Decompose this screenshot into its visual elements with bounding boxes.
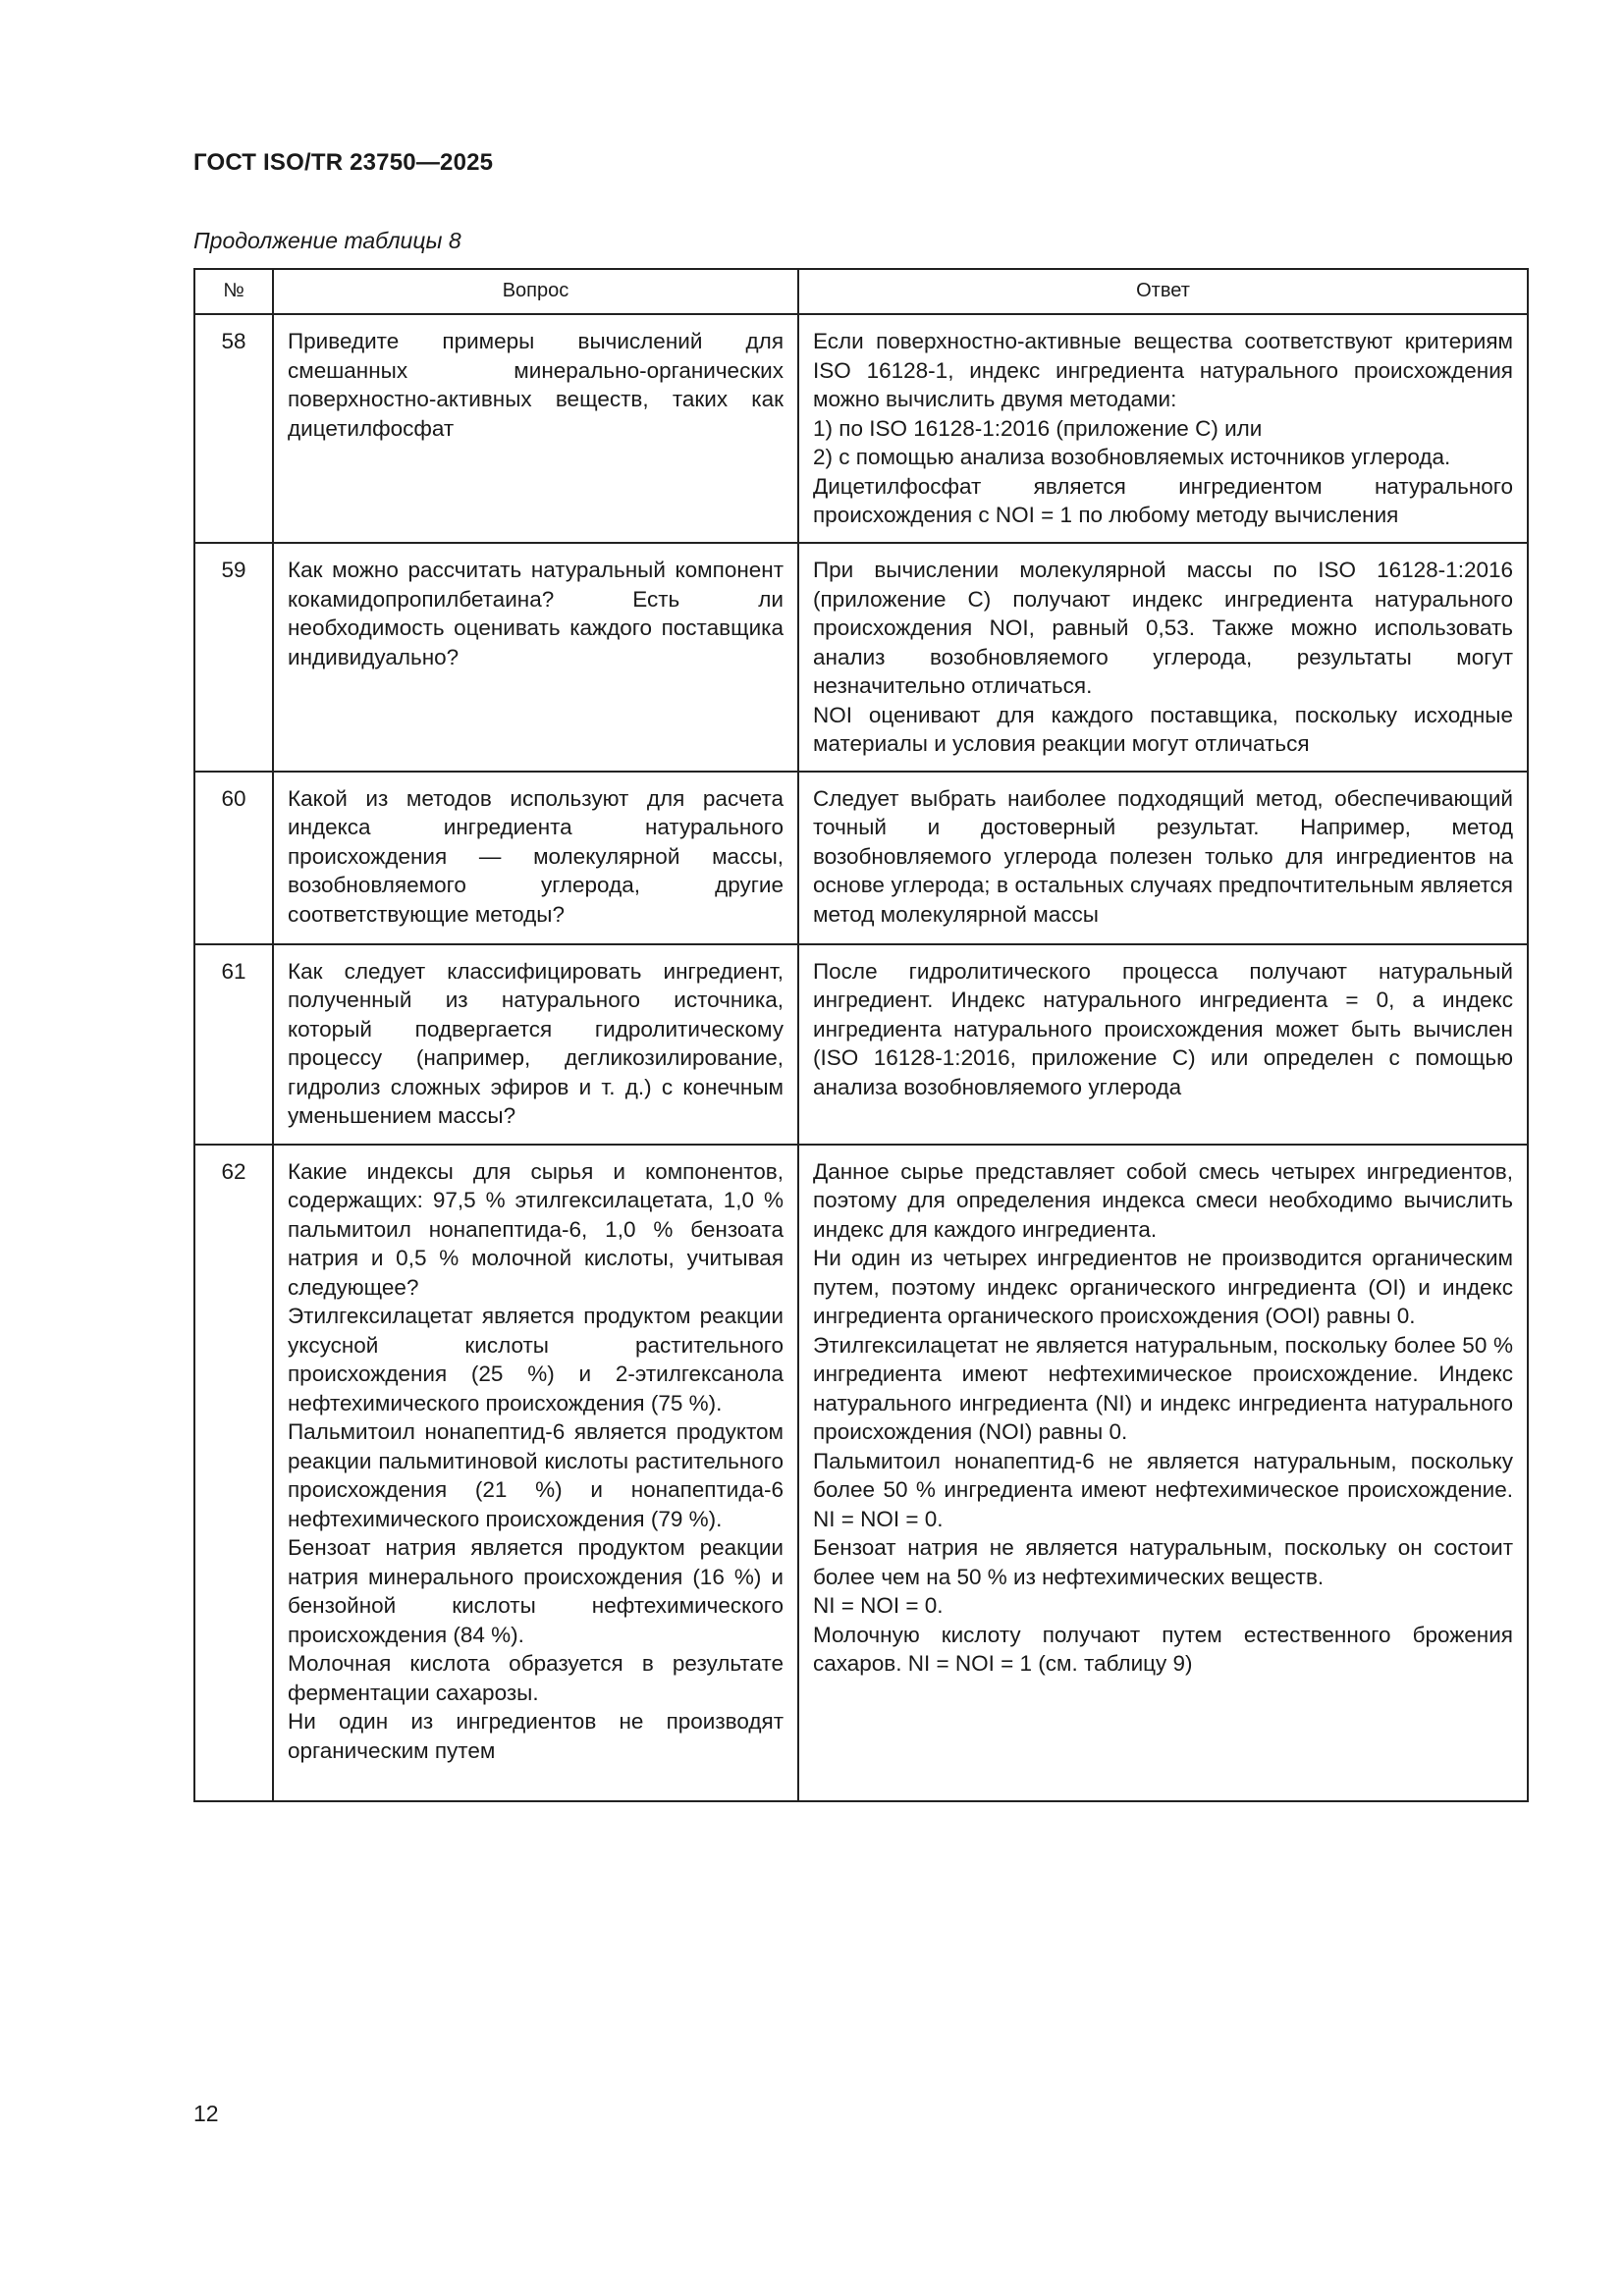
question-cell: Как можно рассчитать натуральный компонент кокамидопропилбетаина? Есть ли необходимость оценивать каждого поставщика индивидуально?	[273, 543, 798, 772]
row-number: 61	[194, 944, 273, 1145]
column-header-answer: Ответ	[798, 269, 1528, 314]
answer-cell: После гидролитического процесса получают натуральный ингредиент. Индекс натурального ингредиента = 0, а индекс ингредиента натурального происхождения может быть вычислен (ISO 16128-1:2016, приложение С) или определен с помощью анализа возобновляемого углерода	[798, 944, 1528, 1145]
answer-cell: Если поверхностно-активные вещества соответствуют критериям ISO 16128-1, индекс ингредиента натурального происхождения можно вычислить двумя методами: 1) по ISO 16128-1:2016 (приложение С) или 2) с помощью анализа возобновляемых источников углерода. Дицетилфосфат является ингредиентом натурального происхождения с NOI = 1 по любому методу вычисления	[798, 314, 1528, 543]
row-number: 60	[194, 772, 273, 944]
question-cell: Какой из методов используют для расчета индекса ингредиента натурального происхождения — молекулярной массы, возобновляемого углерода, другие соответствующие методы?	[273, 772, 798, 944]
table-row	[194, 944, 1528, 1145]
table-row	[194, 1145, 1528, 1801]
table-header-row	[194, 269, 1528, 314]
row-number: 58	[194, 314, 273, 543]
row-number: 62	[194, 1145, 273, 1801]
document-code: ГОСТ ISO/TR 23750—2025	[193, 149, 494, 176]
page-number: 12	[193, 2101, 219, 2126]
question-cell: Какие индексы для сырья и компонентов, содержащих: 97,5 % этилгексилацетата, 1,0 % пальмитоил нонапептида-6, 1,0 % бензоата натрия и 0,5 % молочной кислоты, учитывая следующее? Этилгексилацетат является продуктом реакции уксусной кислоты растительного происхождения (25 %) и 2-этилгексанола нефтехимического происхождения (75 %). Пальмитоил нонапептид-6 является продуктом реакции пальмитиновой кислоты растительного происхождения (21 %) и нонапептида-6 нефтехимического происхождения (79 %). Бензоат натрия является продуктом реакции натрия минерального происхождения (16 %) и бензойной кислоты нефтехимического происхождения (84 %). Молочная кислота образуется в результате ферментации сахарозы. Ни один из ингредиентов не производят органическим путем	[273, 1145, 798, 1801]
question-cell: Как следует классифицировать ингредиент, полученный из натурального источника, который подвергается гидролитическому процессу (например, дегликозилирование, гидролиз сложных эфиров и т. д.) с конечным уменьшением массы?	[273, 944, 798, 1145]
answer-cell: При вычислении молекулярной массы по ISO 16128-1:2016 (приложение С) получают индекс ингредиента натурального происхождения NOI, равный 0,53. Также можно использовать анализ возобновляемого углерода, результаты могут незначительно отличаться. NOI оценивают для каждого поставщика, поскольку исходные материалы и условия реакции могут отличаться	[798, 543, 1528, 772]
row-number: 59	[194, 543, 273, 772]
answer-cell: Данное сырье представляет собой смесь четырех ингредиентов, поэтому для определения индекса смеси необходимо вычислить индекс для каждого ингредиента. Ни один из четырех ингредиентов не производится органическим путем, поэтому индекс органического ингредиента (OI) и индекс ингредиента органического происхождения (OOI) равны 0. Этилгексилацетат не является натуральным, поскольку более 50 % ингредиента имеют нефтехимическое происхождение. Индекс натурального ингредиента (NI) и индекс ингредиента натурального происхождения (NOI) равны 0. Пальмитоил нонапептид-6 не является натуральным, поскольку более 50 % ингредиента имеют нефтехимическое происхождение. NI = NOI = 0. Бензоат натрия не является натуральным, поскольку он состоит более чем на 50 % из нефтехимических веществ. NI = NOI = 0. Молочную кислоту получают путем естественного брожения сахаров. NI = NOI = 1 (см. таблицу 9)	[798, 1145, 1528, 1801]
qa-table	[193, 268, 1529, 1802]
column-header-question: Вопрос	[273, 269, 798, 314]
question-cell: Приведите примеры вычислений для смешанных минерально-органических поверхностно-активных веществ, таких как дицетилфосфат	[273, 314, 798, 543]
table-row	[194, 543, 1528, 772]
column-header-number: №	[194, 269, 273, 314]
table-row	[194, 772, 1528, 944]
table-caption: Продолжение таблицы 8	[193, 228, 461, 253]
table-row	[194, 314, 1528, 543]
answer-cell: Следует выбрать наиболее подходящий метод, обеспечивающий точный и достоверный результат. Например, метод возобновляемого углерода полезен только для ингредиентов на основе углерода; в остальных случаях предпочтительным является метод молекулярной массы	[798, 772, 1528, 944]
